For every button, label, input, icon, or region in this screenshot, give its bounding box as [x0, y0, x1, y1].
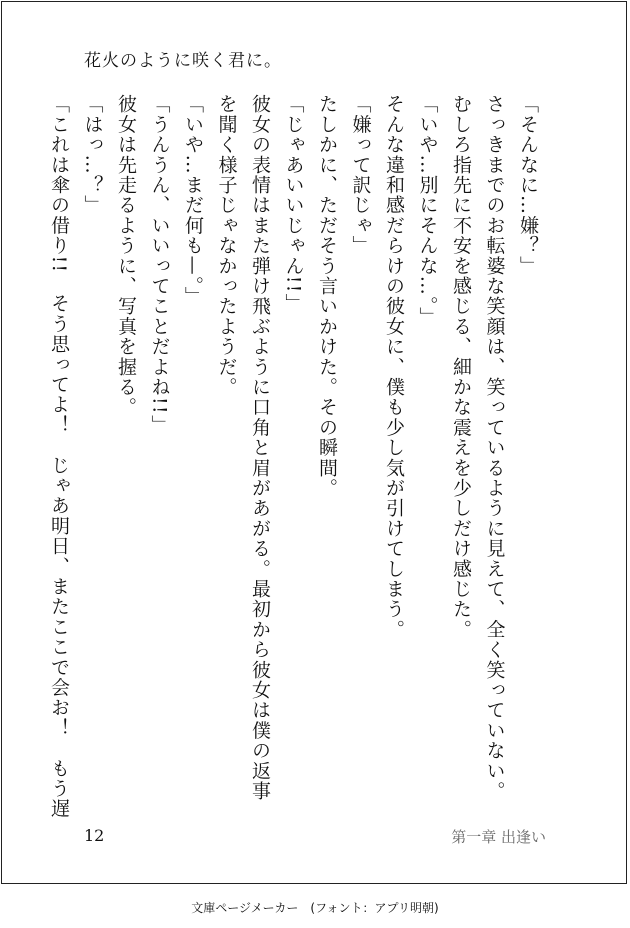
book-page: [1, 1, 627, 884]
text-line: 「嫌って訳じゃ」: [349, 94, 372, 256]
text-line: そんな違和感だらけの彼女に、僕も少し気が引けてしまう。: [383, 94, 405, 640]
text-line: さっきまでのお転婆な笑顔は、笑っているように見えて、全く笑っていない。: [483, 94, 506, 801]
text-line: 「はっ…？」: [81, 94, 104, 216]
text-line: 「そんなに…嫌？」: [517, 94, 539, 276]
text-line: を聞く様子じゃなかったようだ。: [215, 94, 238, 397]
text-line: 「これは傘の借り!! そう思ってよ！ じゃあ明日、またここで会お！ もう遅: [48, 94, 70, 819]
body-text: [48, 94, 544, 819]
page-number: 12: [84, 826, 105, 845]
text-line: 「うんうん、いいってことだよね!!」: [148, 94, 171, 435]
text-line: むしろ指先に不安を感じる、細かな震えを少しだけ感じた。: [450, 94, 472, 640]
text-line: 「いや…まだ何も—。」: [182, 94, 204, 307]
text-line: たしかに、ただそう言いかけた。その瞬間。: [316, 94, 338, 498]
text-line: 「いや…別にそんな…。」: [416, 94, 439, 327]
chapter-title: 第一章 出逢い: [451, 828, 546, 846]
text-line: 彼女の表情はまた弾け飛ぶように口角と眉があがる。最初から彼女は僕の返事: [249, 94, 271, 801]
book-title: 花火のように咲く君に。: [84, 51, 282, 71]
text-line: 「じゃあいいじゃん!!」: [282, 94, 305, 314]
text-line: 彼女は先走るように、写真を握る。: [115, 94, 137, 418]
footer-credit: 文庫ページメーカー (フォント：アプリ明朝): [191, 901, 439, 915]
